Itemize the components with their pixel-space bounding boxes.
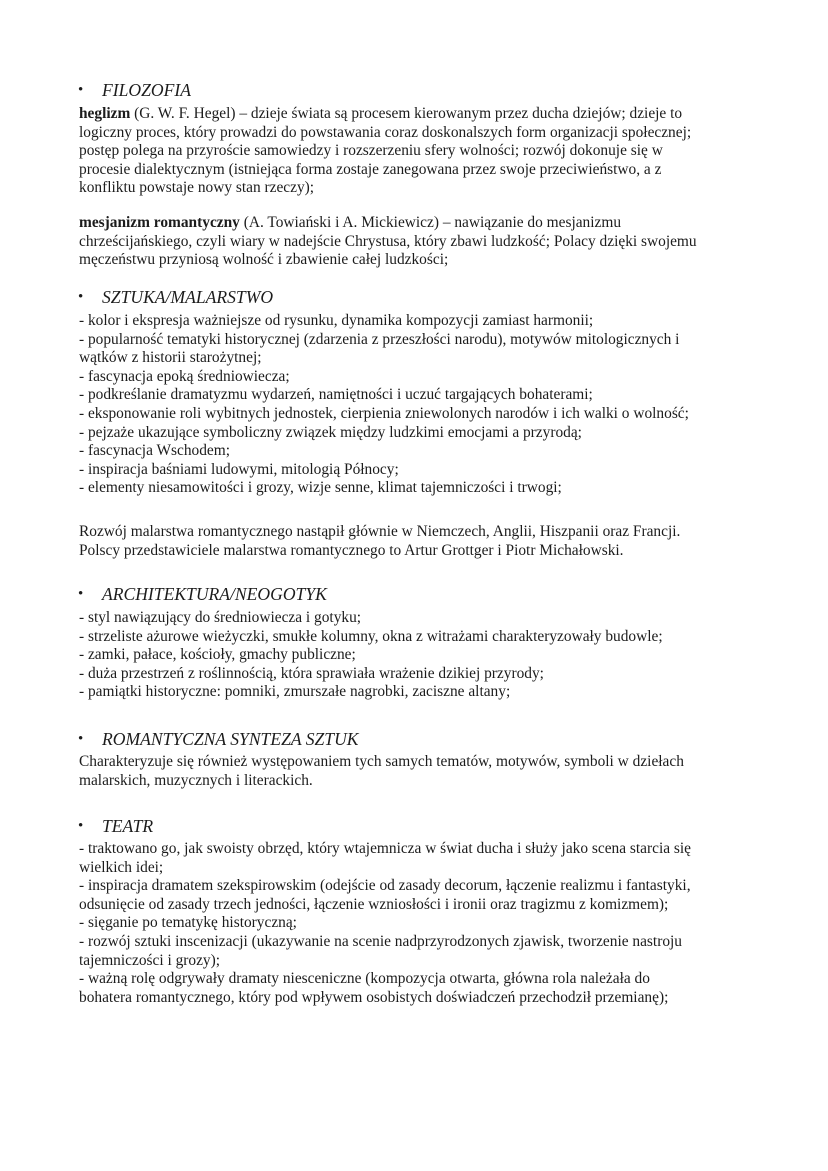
list-item: - pejzaże ukazujące symboliczny związek między ludzkimi emocjami a przyrodą; xyxy=(79,423,582,441)
paragraph-line: chrześcijańskiego, czyli wiary w nadejście Chrystusa, który zbawi ludzkość; Polacy dzięki swojemu xyxy=(79,232,697,250)
paragraph-line: Rozwój malarstwa romantycznego nastąpił głównie w Niemczech, Anglii, Hiszpanii oraz Francji. xyxy=(79,523,681,540)
list-item: wielkich idei; xyxy=(79,858,164,876)
paragraph-line: (G. W. F. Hegel) – dzieje świata są procesem kierowanym przez ducha dziejów; dzieje to xyxy=(130,105,683,122)
list-item: - fascynacja epoką średniowiecza; xyxy=(79,367,290,385)
term-heglizm: heglizm xyxy=(79,105,131,122)
paragraph-line: Charakteryzuje się również występowaniem tych samych tematów, motywów, symboli w dziełach xyxy=(79,753,684,770)
bullet-icon: • xyxy=(78,818,84,834)
bullet-icon: • xyxy=(78,289,84,305)
section-heading-text: FILOZOFIA xyxy=(102,80,191,100)
list-item: - pamiątki historyczne: pomniki, zmurszałe nagrobki, zaciszne altany; xyxy=(79,683,511,701)
paragraph-line: (A. Towiański i A. Mickiewicz) – nawiązanie do mesjanizmu xyxy=(239,214,622,231)
list-item: - eksponowanie roli wybitnych jednostek, cierpienia zniewolonych narodów i ich walki o wolność; xyxy=(79,404,689,422)
bullet-icon: • xyxy=(78,586,84,602)
section-heading-text: ARCHITEKTURA/NEOGOTYK xyxy=(102,584,327,604)
list-item: bohatera romantycznego, który pod wpływem osobistych doświadczeń przechodził przemianę); xyxy=(79,988,669,1006)
list-item: - fascynacja Wschodem; xyxy=(79,442,230,460)
filozofia-heglizm-paragraph xyxy=(79,105,769,198)
section-heading-text: ROMANTYCZNA SYNTEZA SZTUK xyxy=(102,729,359,749)
list-item: - popularność tematyki historycznej (zdarzenia z przeszłości narodu), motywów mitologicznych i xyxy=(79,330,680,348)
list-item: - podkreślanie dramatyzmu wydarzeń, namiętności i uczuć targających bohaterami; xyxy=(79,386,593,404)
sztuka-list xyxy=(79,312,769,498)
list-item: - styl nawiązujący do średniowiecza i gotyku; xyxy=(79,609,362,626)
paragraph-line: konfliktu powstaje nowy stan rzeczy); xyxy=(79,179,315,197)
section-heading-text: TEATR xyxy=(102,816,154,836)
bullet-icon: • xyxy=(78,731,84,747)
paragraph-line: postęp polega na przyroście samowiedzy i rozszerzeniu sfery wolności; rozwój dokonuje się w xyxy=(79,142,663,160)
list-item: - inspiracja dramatem szekspirowskim (odejście od zasady decorum, łączenie realizmu i fantastyki, xyxy=(79,877,691,895)
section-heading-teatr xyxy=(78,816,154,836)
list-item: - elementy niesamowitości i grozy, wizje senne, klimat tajemniczości i trwogi; xyxy=(79,479,562,497)
list-item: - ważną rolę odgrywały dramaty niesceniczne (kompozycja otwarta, główna rola należała do xyxy=(79,970,650,988)
section-heading-synteza-sztuk xyxy=(78,729,359,749)
paragraph-line: malarskich, muzycznych i literackich. xyxy=(79,771,313,789)
architektura-list xyxy=(79,609,769,702)
bullet-icon: • xyxy=(78,82,84,98)
list-item: - inspiracja baśniami ludowymi, mitologią Północy; xyxy=(79,460,399,478)
list-item: - strzeliste ażurowe wieżyczki, smukłe kolumny, okna z witrażami charakteryzowały budowle; xyxy=(79,627,663,645)
list-item: - sięganie po tematykę historyczną; xyxy=(79,914,297,932)
filozofia-mesjanizm-paragraph xyxy=(79,214,769,270)
list-item: odsunięcie od zasady trzech jedności, łączenie wzniosłości i ironii oraz tragizmu z komizmem); xyxy=(79,895,669,913)
paragraph-line: procesie dialektycznym (istniejąca forma zostaje zanegowana przez swoje przeciwieństwo, a z xyxy=(79,160,662,178)
teatr-list xyxy=(79,840,769,1007)
section-heading-sztuka-malarstwo xyxy=(78,287,274,307)
list-item: tajemniczości i grozy); xyxy=(79,951,221,969)
list-item: wątków z historii starożytnej; xyxy=(79,349,262,367)
list-item: - rozwój sztuki inscenizacji (ukazywanie na scenie nadprzyrodzonych zjawisk, tworzenie nastroju xyxy=(79,932,682,950)
section-heading-architektura xyxy=(78,584,327,604)
list-item: - duża przestrzeń z roślinnością, która sprawiała wrażenie dzikiej przyrody; xyxy=(79,664,544,682)
paragraph-line: Polscy przedstawiciele malarstwa romantycznego to Artur Grottger i Piotr Michałowski. xyxy=(79,541,624,559)
section-heading-text: SZTUKA/MALARSTWO xyxy=(102,287,274,307)
sztuka-summary-paragraph xyxy=(79,523,769,560)
list-item: - zamki, pałace, kościoły, gmachy publiczne; xyxy=(79,646,356,664)
paragraph-line: męczeństwu przyniosą wolność i zbawienie całej ludzkości; xyxy=(79,251,449,269)
paragraph-line: logiczny proces, który prowadzi do powstawania coraz doskonalszych form organizacji społecznej; xyxy=(79,123,692,141)
list-item: - kolor i ekspresja ważniejsze od rysunku, dynamika kompozycji zamiast harmonii; xyxy=(79,312,594,329)
synteza-paragraph xyxy=(79,753,769,790)
list-item: - traktowano go, jak swoisty obrzęd, który wtajemnicza w świat ducha i służy jako scena starcia się xyxy=(79,840,692,857)
term-mesjanizm-romantyczny: mesjanizm romantyczny xyxy=(79,214,240,231)
section-heading-filozofia xyxy=(78,80,191,100)
